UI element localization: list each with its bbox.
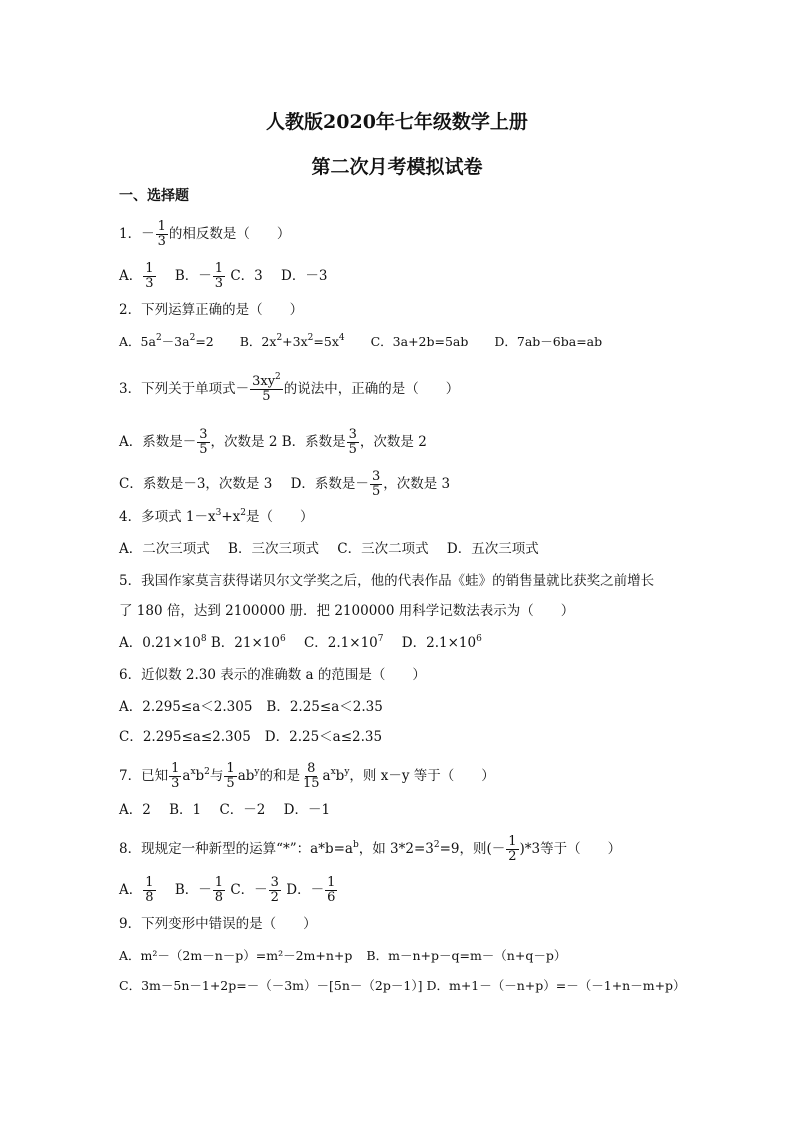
- fraction: $\frac{1}{6}$: [327, 875, 336, 905]
- question-9: 9．下列变形中错误的是（ ）: [119, 916, 317, 932]
- question-1: 1．－ $\frac{1}{3}$ 的相反数是（ ）: [119, 219, 291, 249]
- question-5-line2: 了 180 倍，达到 2100000 册．把 2100000 用科学记数法表示为（ ）: [119, 603, 575, 619]
- question-1-options: A． $\frac{1}{3}$ B．－ $\frac{1}{3}$ C．3 D．－3: [119, 261, 328, 291]
- question-6-options-cd: C．2.295≤a≤2.305 D．2.25＜a≤2.35: [119, 729, 383, 745]
- question-5-options: A．$0.21\times 10^8$ B．$21\times 10^6$ C．$2.1\times 10^7$ D．$2.1\times 10^6$: [119, 634, 482, 651]
- fraction: $\frac{1}{3}$: [145, 261, 154, 291]
- fraction: $\frac{3xy^2}{5}$: [252, 372, 281, 404]
- fraction: $\frac{1}{2}$: [508, 834, 517, 864]
- question-3-options-cd: C．系数是－3，次数是 3 D．系数是－ $\frac{3}{5}$ ，次数是 3: [119, 469, 451, 499]
- fraction: $\frac{3}{5}$: [348, 427, 357, 457]
- fraction: $\frac{3}{2}$: [270, 875, 279, 905]
- fraction: $\frac{1}{5}$: [226, 761, 235, 791]
- question-3-options-ab: A．系数是－ $\frac{3}{5}$ ，次数是 2 B．系数是 $\frac{3}{5}$ ，次数是 2: [119, 427, 427, 457]
- doc-title-line2: 第二次月考模拟试卷: [311, 156, 483, 178]
- question-6: 6．近似数 2.30 表示的准确数 a 的范围是（ ）: [119, 667, 426, 683]
- fraction: $\frac{1}{8}$: [145, 875, 154, 905]
- doc-title-line1: 人教版2020年七年级数学上册: [266, 111, 528, 133]
- question-9-options-ab: A．m²－（2m－n－p）=m²－2m+n+p B．m－n+p－q=m－（n+q－p）: [119, 948, 567, 963]
- fraction: $\frac{3}{5}$: [371, 469, 381, 499]
- fraction: $\frac{1}{3}$: [157, 219, 166, 249]
- question-8-options: A． $\frac{1}{8}$ B．－ $\frac{1}{8}$ C．－ $\frac{3}{2}$ D．－ $\frac{1}{6}$: [119, 875, 336, 905]
- question-7-options: A．2 B．1 C．－2 D．－1: [119, 802, 331, 818]
- question-3: 3．下列关于单项式－ $\frac{3xy^2}{5}$ 的说法中，正确的是（ ）: [119, 372, 460, 404]
- question-7: 7．已知 $\frac{1}{3}$ $a^xb^2$与 $\frac{1}{5}$ $ab^y$的和是 $\frac{8}{15}$ $a^xb^y$，则 x－y 等于（ ）: [119, 761, 495, 791]
- fraction: $\frac{8}{15}$: [302, 761, 320, 791]
- fraction: $\frac{3}{5}$: [199, 427, 208, 457]
- fraction: $\frac{1}{3}$: [214, 261, 224, 291]
- question-5-line1: 5．我国作家莫言获得诺贝尔文学奖之后，他的代表作品《蛙》的销售量就比获奖之前增长: [119, 573, 655, 589]
- question-8: 8．现规定一种新型的运算“*”：$a*b=a^b$，如 $3*2=3^2=9$，则(－ $\frac{1}{2}$ )*3等于（ ）: [119, 834, 622, 864]
- question-9-options-cd: C．3m－5n－1+2p=－（－3m）－[5n－（2p－1）] D．m+1－（－n+p）=－（－1+n－m+p）: [119, 978, 686, 993]
- question-2-options: A．$5a^2-3a^2=2$ B．$2x^2+3x^2=5x^4$ C．3a+2b=5ab D．7ab－6ba=ab: [119, 333, 603, 349]
- fraction: $\frac{1}{3}$: [171, 761, 180, 791]
- fraction: $\frac{1}{8}$: [214, 875, 224, 905]
- section-heading: 一、选择题: [119, 188, 189, 204]
- question-6-options-ab: A．2.295≤a＜2.305 B．2.25≤a＜2.35: [119, 699, 383, 715]
- question-4: 4．多项式 $1-x^3+x^2$是（ ）: [119, 508, 314, 525]
- question-4-options: A．二次三项式 B．三次三项式 C．三次二项式 D．五次三项式: [119, 541, 539, 557]
- question-2: 2．下列运算正确的是（ ）: [119, 302, 304, 318]
